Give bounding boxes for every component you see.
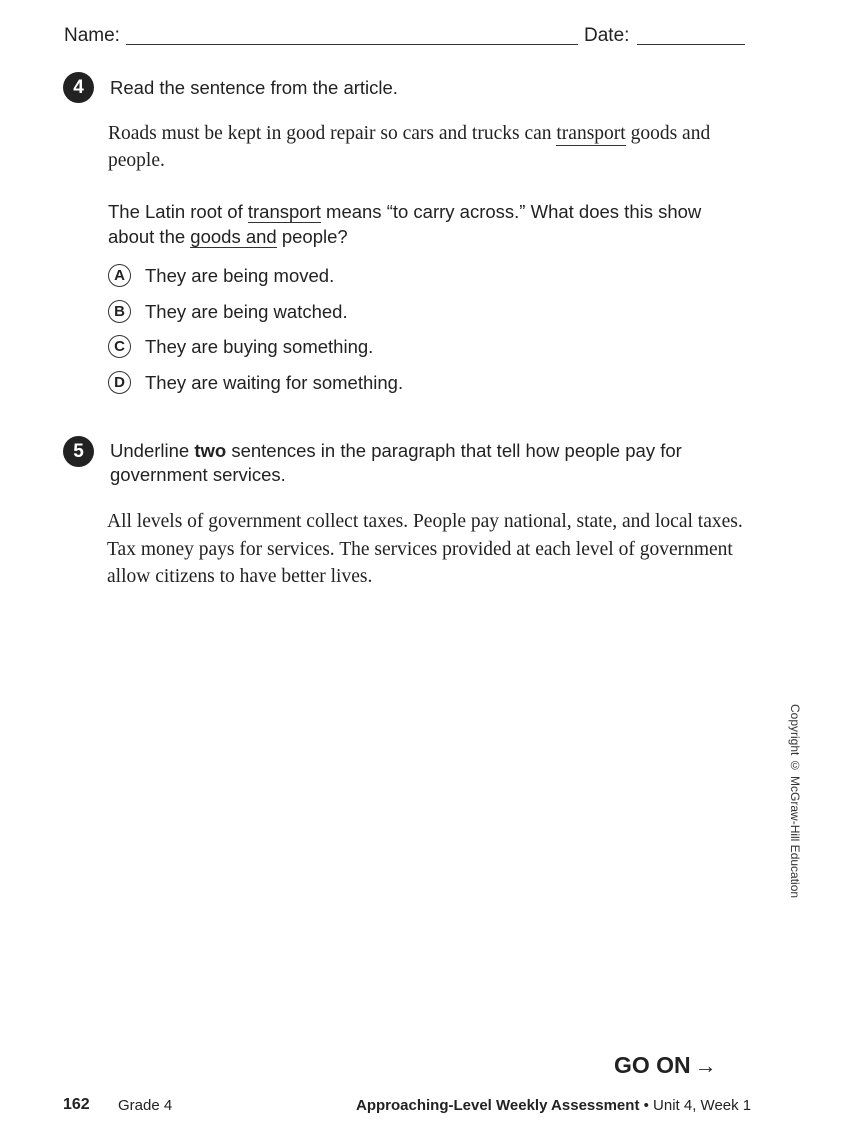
go-on-text: GO ON (614, 1052, 691, 1078)
choice-b[interactable] (108, 300, 348, 323)
question-5-prompt (110, 439, 750, 487)
question-underlined-word: transport (247, 201, 321, 222)
name-field[interactable] (126, 44, 578, 45)
question-underlined-phrase: goods and (190, 226, 277, 247)
choice-c-bubble[interactable]: C (108, 335, 131, 358)
passage-text: Roads must be kept in good repair so cars and trucks can (108, 123, 557, 144)
choice-d[interactable] (108, 371, 403, 394)
passage-underlined-word: transport (556, 123, 626, 144)
choice-c-text: They are buying something. (145, 335, 374, 357)
question-5-number: 5 (63, 436, 94, 467)
assessment-info (356, 1097, 751, 1114)
arrow-right-icon: → (694, 1053, 717, 1078)
question-4-passage (108, 120, 748, 174)
question-text: people? (276, 226, 348, 247)
prompt-text: Underline (110, 440, 195, 461)
date-label: Date: (584, 25, 630, 46)
choice-d-text: They are waiting for something. (145, 371, 404, 393)
unit-week: Unit 4, Week 1 (653, 1097, 752, 1114)
grade-label: Grade 4 (118, 1097, 173, 1114)
go-on-label (614, 1052, 717, 1079)
question-text: means “to carry across.” What does this show about the (108, 201, 702, 247)
choice-a[interactable] (108, 264, 334, 287)
prompt-text-end: sentences in the paragraph that tell how people pay for government services. (110, 440, 682, 485)
passage-text-end: goods and people. (108, 123, 711, 171)
choice-a-bubble[interactable]: A (108, 264, 131, 287)
choice-a-text: They are being moved. (145, 264, 335, 286)
page-number: 162 (63, 1096, 90, 1113)
choice-b-bubble[interactable]: B (108, 300, 131, 323)
copyright-notice: Copyright © McGraw-Hill Education (788, 704, 802, 899)
question-4-text (108, 199, 748, 249)
date-field[interactable] (637, 44, 745, 45)
choice-c[interactable] (108, 335, 373, 358)
prompt-bold-word: two (194, 440, 227, 461)
question-4-prompt: Read the sentence from the article. (110, 77, 398, 98)
question-5-passage[interactable]: All levels of government collect taxes. People pay national, state, and local taxes. Tax money pays for services. The services provided at each level of government allow citizens to have better lives. (107, 511, 743, 587)
question-text: The Latin root of (108, 201, 248, 222)
bullet-separator: • (639, 1097, 654, 1114)
question-4-number: 4 (63, 72, 94, 103)
choice-d-bubble[interactable]: D (108, 371, 131, 394)
choice-b-text: They are being watched. (145, 300, 348, 322)
name-label: Name: (64, 25, 120, 46)
assessment-title: Approaching-Level Weekly Assessment (356, 1097, 640, 1114)
